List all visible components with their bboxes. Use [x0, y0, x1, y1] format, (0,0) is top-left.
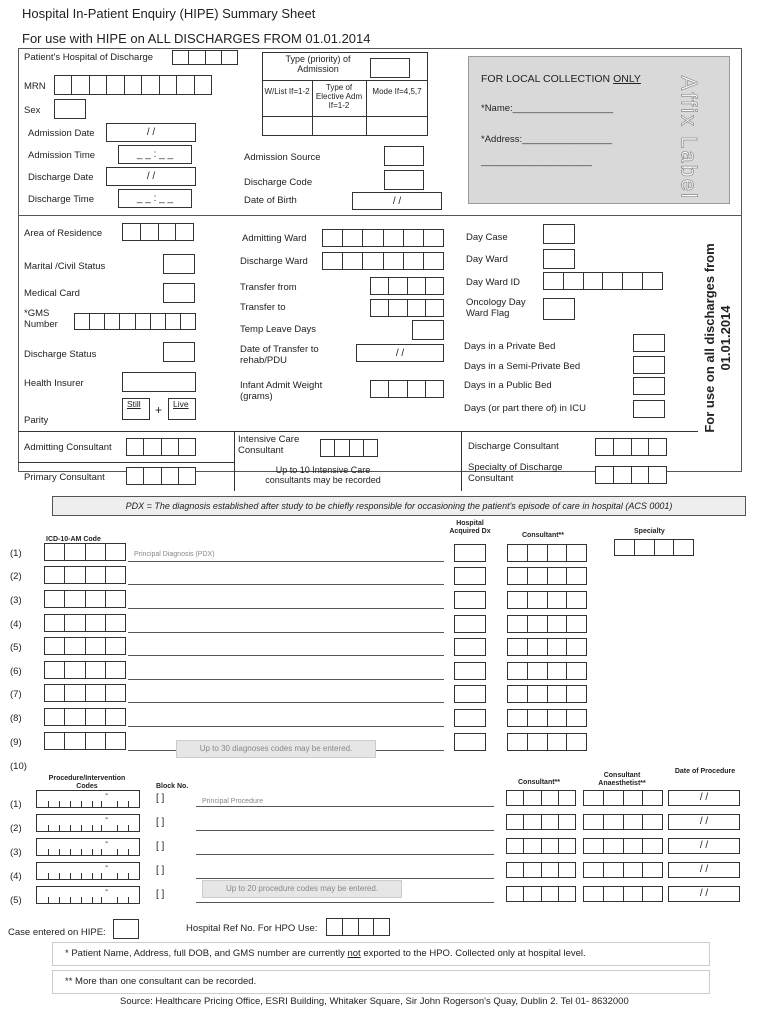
semi-private-bed-label: Days in a Semi-Private Bed — [464, 361, 581, 372]
mrn-input[interactable] — [54, 75, 212, 95]
section-divider — [18, 215, 742, 216]
procedure-code-input[interactable]: - — [36, 814, 140, 832]
type-elective-label: Type of Elective Adm If=1-2 — [315, 83, 363, 111]
date-of-birth-input[interactable]: / / — [352, 192, 442, 210]
procedure-code-input[interactable]: - — [36, 838, 140, 856]
diagnosis-row-number: (3) — [10, 595, 22, 606]
specialty-input[interactable] — [614, 539, 694, 556]
gms-number-input[interactable] — [74, 313, 196, 330]
specialty-header: Specialty — [634, 528, 665, 535]
procedure-date-input[interactable]: / / — [668, 862, 740, 878]
admission-date-label: Admission Date — [28, 128, 95, 139]
diagnosis-consultant-input[interactable] — [507, 567, 587, 585]
diagnosis-consultant-input[interactable] — [507, 591, 587, 609]
hospital-acquired-input[interactable] — [454, 615, 486, 633]
icc-note: Up to 10 Intensive Care consultants may be recorded — [265, 465, 381, 486]
discharge-ward-label: Discharge Ward — [240, 256, 308, 267]
diagnosis-consultant-input[interactable] — [507, 733, 587, 751]
transfer-from-label: Transfer from — [240, 282, 297, 293]
hospital-acquired-input[interactable] — [454, 638, 486, 656]
public-bed-input[interactable] — [633, 377, 665, 395]
discharge-code-input[interactable] — [384, 170, 424, 190]
date-transfer-input[interactable]: / / — [356, 344, 444, 362]
date-of-birth-label: Date of Birth — [244, 195, 297, 206]
oncology-flag-label: Oncology Day Ward Flag — [466, 297, 526, 319]
parity-still-input[interactable] — [122, 398, 150, 420]
procedure-consultant-input[interactable] — [506, 838, 576, 854]
parity-live-label: Live — [173, 399, 189, 409]
day-case-input[interactable] — [543, 224, 575, 244]
procedure-consultant-input[interactable] — [506, 790, 576, 806]
icd-code-input[interactable] — [44, 590, 126, 608]
area-of-residence-input[interactable] — [122, 223, 194, 241]
case-entered-label: Case entered on HIPE: — [8, 927, 106, 938]
admission-time-input[interactable]: _ _ : _ _ — [118, 145, 192, 164]
anaesthetist-input[interactable] — [583, 790, 663, 806]
diagnosis-row-number: (2) — [10, 571, 22, 582]
address-line: *Address:_________________ — [481, 134, 613, 145]
gms-number-label: *GMS Number — [24, 308, 58, 330]
block-no-header: Block No. — [156, 783, 189, 790]
icu-days-label: Days (or part there of) in ICU — [464, 403, 586, 414]
source-line: Source: Healthcare Pricing Office, ESRI Building, Whitaker Square, Sir John Rogerson's Quay, Dublin 2. Tel 01- 8632000 — [120, 996, 629, 1007]
type-priority-input[interactable] — [370, 58, 410, 78]
icd-code-input[interactable] — [44, 661, 126, 679]
specialty-discharge-input[interactable] — [595, 466, 667, 484]
day-ward-id-input[interactable] — [543, 272, 663, 290]
icd-code-input[interactable] — [44, 684, 126, 702]
transfer-from-input[interactable] — [370, 277, 444, 295]
pdx-note: PDX = The diagnosis established after study to be chiefly responsible for occasioning the patient's episode of care in hospital (ACS 0001) — [125, 501, 673, 511]
procedure-codes-header: Procedure/Intervention Codes — [48, 775, 126, 791]
diagnosis-limit-note: Up to 30 diagnoses codes may be entered. — [199, 744, 353, 753]
infant-weight-label: Infant Admit Weight (grams) — [240, 380, 323, 402]
footer-note-2: ** More than one consultant can be recorded. — [65, 976, 257, 987]
marital-status-label: Marital /Civil Status — [24, 261, 106, 272]
anaesthetist-header: Consultant Anaesthetist** — [598, 772, 646, 788]
admitting-ward-label: Admitting Ward — [242, 233, 307, 244]
discharge-status-label: Discharge Status — [24, 349, 97, 360]
icc-label: Intensive Care Consultant — [238, 434, 300, 456]
anaesthetist-input[interactable] — [583, 814, 663, 830]
footer-note-1-box — [52, 942, 710, 966]
pdx-note-box — [52, 496, 746, 516]
procedure-limit-note: Up to 20 procedure codes may be entered. — [225, 884, 379, 893]
admitting-ward-input[interactable] — [322, 229, 444, 247]
icd-code-header: ICD-10-AM Code — [46, 536, 101, 543]
diagnosis-consultant-input[interactable] — [507, 638, 587, 656]
procedure-consultant-input[interactable] — [506, 862, 576, 878]
diagnosis-row-number: (5) — [10, 642, 22, 653]
diagnosis-row-number: (8) — [10, 713, 22, 724]
hospital-ref-label: Hospital Ref No. For HPO Use: — [186, 923, 318, 934]
principal-procedure-label: Principal Procedure — [202, 798, 264, 805]
procedure-consultant-input[interactable] — [506, 814, 576, 830]
admission-date-input[interactable]: / / — [106, 123, 196, 142]
parity-still-label: Still — [127, 399, 141, 409]
procedure-consultant-input[interactable] — [506, 886, 576, 902]
procedure-row-number: (5) — [10, 895, 22, 906]
discharge-status-input[interactable] — [163, 342, 195, 362]
area-of-residence-label: Area of Residence — [24, 228, 103, 239]
diagnosis-row-number: (10) — [10, 761, 27, 772]
block-no-input[interactable]: [ ] — [156, 889, 165, 900]
procedure-date-input[interactable]: / / — [668, 886, 740, 902]
specialty-discharge-label: Specialty of Discharge Consultant — [468, 462, 563, 484]
procedure-date-input[interactable]: / / — [668, 838, 740, 854]
hospital-of-discharge-input[interactable] — [172, 50, 238, 65]
icu-days-input[interactable] — [633, 400, 665, 418]
footer-note-1: * Patient Name, Address, full DOB, and GMS number are currently not exported to the HPO. Collected only at hospital level. — [65, 948, 586, 959]
admitting-consultant-input[interactable] — [126, 438, 196, 456]
transfer-to-input[interactable] — [370, 299, 444, 317]
medical-card-label: Medical Card — [24, 288, 80, 299]
day-ward-label: Day Ward — [466, 254, 508, 265]
block-no-input[interactable]: [ ] — [156, 817, 165, 828]
hospital-ref-input[interactable] — [326, 918, 390, 936]
semi-private-bed-input[interactable] — [633, 356, 665, 374]
icd-code-input[interactable] — [44, 708, 126, 726]
oncology-flag-input[interactable] — [543, 298, 575, 320]
diagnosis-consultant-input[interactable] — [507, 685, 587, 703]
diagnosis-row-number: (1) — [10, 548, 22, 559]
icd-code-input[interactable] — [44, 614, 126, 632]
hospital-of-discharge-label: Patient's Hospital of Discharge — [24, 52, 154, 63]
name-line: *Name:___________________ — [481, 103, 614, 114]
hospital-acquired-input[interactable] — [454, 567, 486, 585]
discharge-time-input[interactable]: _ _ : _ _ — [118, 189, 192, 208]
primary-consultant-input[interactable] — [126, 467, 196, 485]
diagnosis-row-number: (7) — [10, 689, 22, 700]
private-bed-label: Days in a Private Bed — [464, 341, 556, 352]
hospital-acquired-input[interactable] — [454, 709, 486, 727]
temp-leave-input[interactable] — [412, 320, 444, 340]
private-bed-input[interactable] — [633, 334, 665, 352]
sex-label: Sex — [24, 105, 41, 116]
parity-live-input[interactable] — [168, 398, 196, 420]
wlist-label: W/List If=1-2 — [264, 87, 310, 96]
marital-status-input[interactable] — [163, 254, 195, 274]
admitting-consultant-label: Admitting Consultant — [24, 442, 112, 453]
discharge-date-label: Discharge Date — [28, 172, 94, 183]
diagnosis-row-number: (6) — [10, 666, 22, 677]
hospital-acquired-header: Hospital Acquired Dx — [449, 520, 491, 536]
local-collection-panel — [468, 56, 730, 204]
diagnosis-consultant-input[interactable] — [507, 709, 587, 727]
sex-input[interactable] — [54, 99, 86, 119]
diagnosis-consultant-input[interactable] — [507, 662, 587, 680]
affix-label-text: Affix Label — [676, 75, 702, 200]
medical-card-input[interactable] — [163, 283, 195, 303]
day-case-label: Day Case — [466, 232, 508, 243]
day-ward-input[interactable] — [543, 249, 575, 269]
block-no-input[interactable]: [ ] — [156, 865, 165, 876]
procedure-code-input[interactable]: - — [36, 886, 140, 904]
mode-input[interactable] — [367, 117, 427, 135]
icd-code-input[interactable] — [44, 637, 126, 655]
admission-source-input[interactable] — [384, 146, 424, 166]
diagnosis-row-number: (9) — [10, 737, 22, 748]
type-elective-input[interactable] — [313, 117, 366, 135]
day-ward-id-label: Day Ward ID — [466, 277, 521, 288]
diagnosis-row-number: (4) — [10, 619, 22, 630]
wlist-input[interactable] — [263, 117, 312, 135]
discharge-ward-input[interactable] — [322, 252, 444, 270]
icc-input[interactable] — [320, 439, 378, 457]
block-no-input[interactable]: [ ] — [156, 841, 165, 852]
icd-code-input[interactable] — [44, 543, 126, 561]
discharge-date-input[interactable]: / / — [106, 167, 196, 186]
footer-note-2-box — [52, 970, 710, 994]
procedure-date-header: Date of Procedure — [674, 768, 736, 775]
procedure-code-input[interactable]: - — [36, 862, 140, 880]
procedure-row-number: (1) — [10, 799, 22, 810]
health-insurer-label: Health Insurer — [24, 378, 84, 389]
date-transfer-label: Date of Transfer to rehab/PDU — [240, 344, 319, 366]
block-no-input[interactable]: [ ] — [156, 793, 165, 804]
procedure-limit-note-box — [202, 880, 402, 898]
anaesthetist-input[interactable] — [583, 838, 663, 854]
discharge-consultant-input[interactable] — [595, 438, 667, 456]
hospital-acquired-input[interactable] — [454, 591, 486, 609]
diagnosis-consultant-input[interactable] — [507, 544, 587, 562]
icd-code-input[interactable] — [44, 732, 126, 750]
temp-leave-label: Temp Leave Days — [240, 324, 317, 335]
transfer-to-label: Transfer to — [240, 302, 286, 313]
procedure-code-input[interactable]: - — [36, 790, 140, 808]
consultant-header: Consultant** — [522, 532, 564, 539]
admission-source-label: Admission Source — [244, 152, 321, 163]
principal-diagnosis-label: Principal Diagnosis (PDX) — [134, 551, 215, 558]
hospital-acquired-input[interactable] — [454, 685, 486, 703]
parity-plus: + — [155, 403, 163, 417]
procedure-date-input[interactable]: / / — [668, 790, 740, 806]
discharge-code-label: Discharge Code — [244, 177, 313, 188]
primary-consultant-label: Primary Consultant — [24, 472, 105, 483]
diagnosis-limit-note-box — [176, 740, 376, 758]
address-line-2: _____________________ — [481, 156, 592, 167]
health-insurer-input[interactable] — [122, 372, 196, 392]
anaesthetist-input[interactable] — [583, 862, 663, 878]
page-title: Hospital In-Patient Enquiry (HIPE) Summary Sheet — [22, 6, 316, 21]
mrn-label: MRN — [24, 81, 46, 92]
icd-code-input[interactable] — [44, 566, 126, 584]
page-subtitle: For use with HIPE on ALL DISCHARGES FROM 01.01.2014 — [22, 31, 371, 46]
side-note: For use on all discharges from 01.01.2014 — [702, 243, 733, 433]
procedure-date-input[interactable]: / / — [668, 814, 740, 830]
procedure-row-number: (2) — [10, 823, 22, 834]
procedure-row-number: (4) — [10, 871, 22, 882]
discharge-consultant-label: Discharge Consultant — [468, 441, 559, 452]
hospital-acquired-input[interactable] — [454, 544, 486, 562]
public-bed-label: Days in a Public Bed — [464, 380, 552, 391]
mode-label: Mode If=4,5,7 — [372, 87, 422, 96]
diagnosis-consultant-input[interactable] — [507, 615, 587, 633]
infant-weight-input[interactable] — [370, 380, 444, 398]
anaesthetist-input[interactable] — [583, 886, 663, 902]
parity-label: Parity — [24, 415, 49, 426]
hospital-acquired-input[interactable] — [454, 662, 486, 680]
discharge-time-label: Discharge Time — [28, 194, 94, 205]
case-entered-input[interactable] — [113, 919, 139, 939]
type-priority-label: Type (priority) of Admission — [285, 54, 351, 75]
admission-time-label: Admission Time — [28, 150, 96, 161]
procedure-row-number: (3) — [10, 847, 22, 858]
proc-consultant-header: Consultant** — [518, 779, 560, 786]
hospital-acquired-input[interactable] — [454, 733, 486, 751]
local-collection-heading: FOR LOCAL COLLECTION ONLY — [481, 73, 641, 85]
